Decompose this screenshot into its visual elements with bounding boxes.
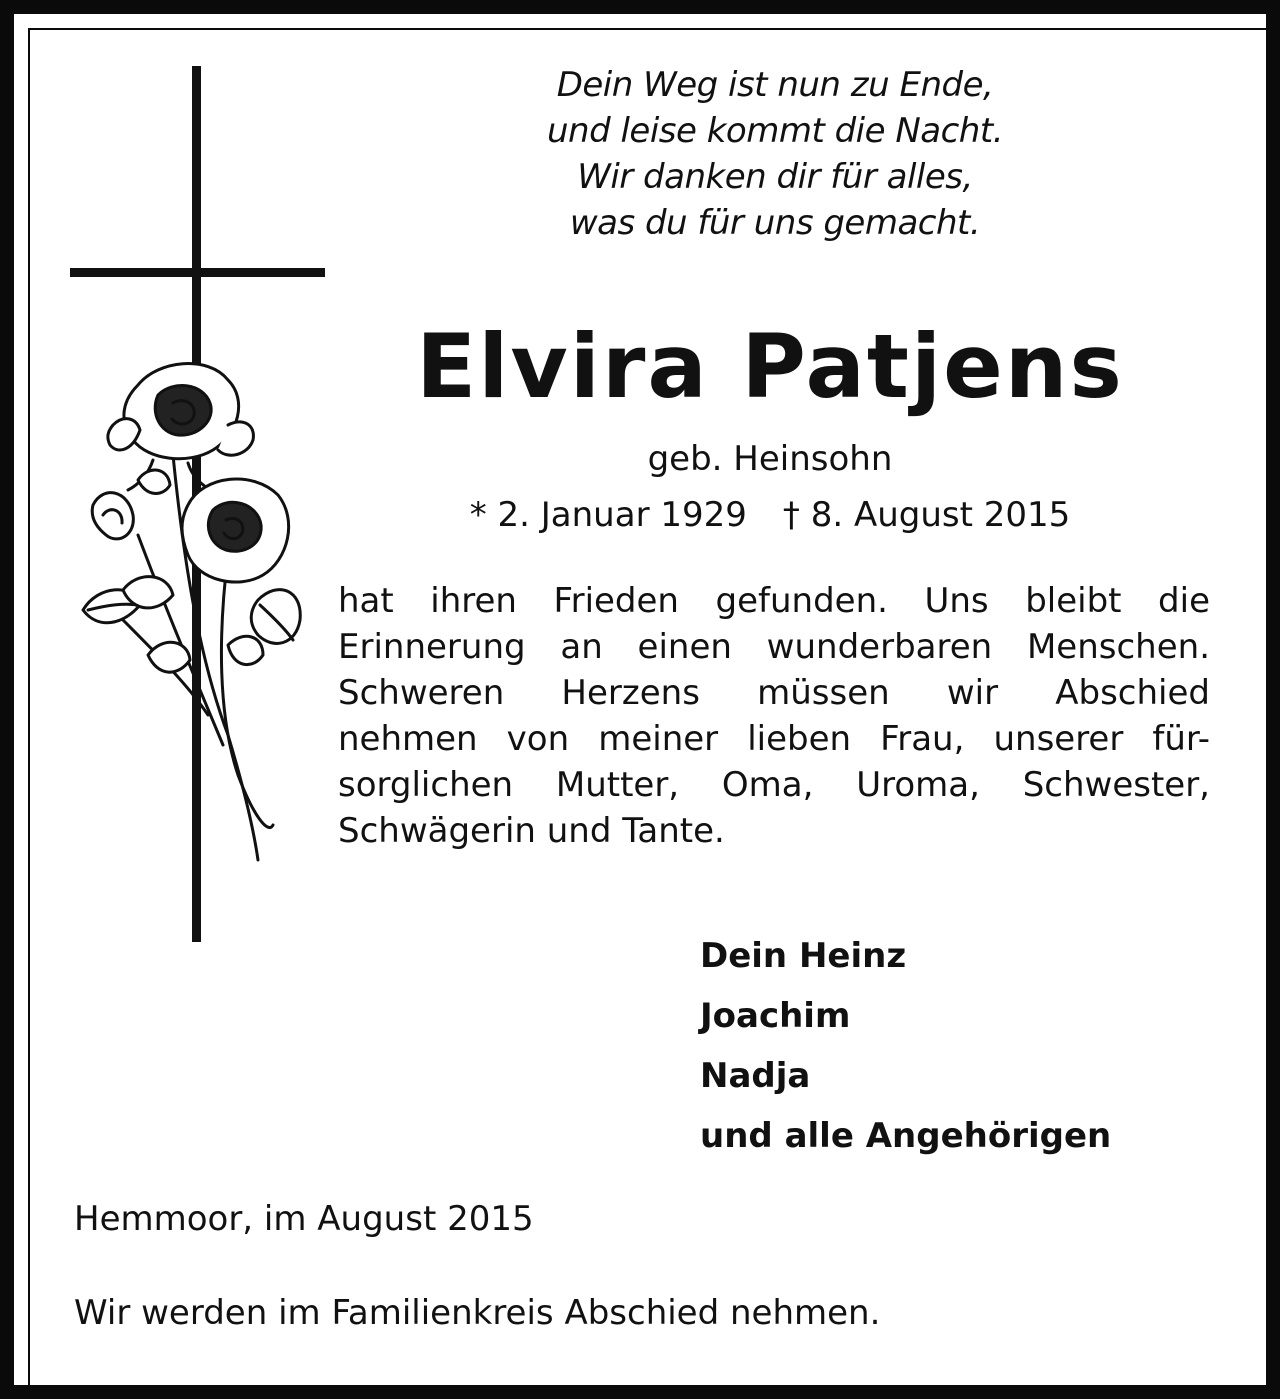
message-line: Schweren Herzens müssen wir Abschied bbox=[338, 673, 1210, 713]
message-line: Erinnerung an einen wunderbaren Menschen. bbox=[338, 627, 1210, 667]
cross-icon-crossbar bbox=[70, 268, 325, 277]
place-date: Hemmoor, im August 2015 bbox=[74, 1199, 534, 1239]
signer: Joachim bbox=[700, 996, 851, 1036]
life-dates bbox=[430, 492, 1110, 538]
birth-date: * 2. Januar 1929 bbox=[469, 495, 747, 535]
message-line: Schwägerin und Tante. bbox=[338, 811, 725, 851]
poem-line: was du für uns gemacht. bbox=[569, 203, 981, 243]
signers bbox=[700, 926, 1200, 1166]
maiden-name: geb. Heinsohn bbox=[647, 439, 893, 479]
signer: Dein Heinz bbox=[700, 936, 907, 976]
signer: Nadja bbox=[700, 1056, 811, 1096]
message-line: nehmen von meiner lieben Frau, unserer für- bbox=[338, 719, 1210, 759]
obituary-message bbox=[338, 578, 1210, 854]
signer: und alle Angehörigen bbox=[700, 1116, 1112, 1156]
poem-line: Wir danken dir für alles, bbox=[577, 157, 973, 197]
poem-line: und leise kommt die Nacht. bbox=[546, 111, 1003, 151]
deceased-name: Elvira Patjens bbox=[416, 315, 1124, 418]
death-date: † 8. August 2015 bbox=[782, 495, 1071, 535]
poem bbox=[470, 62, 1080, 246]
message-line: hat ihren Frieden gefunden. Uns bleibt die bbox=[338, 581, 1210, 621]
roses-illustration bbox=[78, 355, 308, 865]
farewell-note: Wir werden im Familienkreis Abschied nehmen. bbox=[74, 1293, 881, 1333]
poem-line: Dein Weg ist nun zu Ende, bbox=[556, 65, 994, 105]
message-line: sorglichen Mutter, Oma, Uroma, Schwester, bbox=[338, 765, 1210, 805]
